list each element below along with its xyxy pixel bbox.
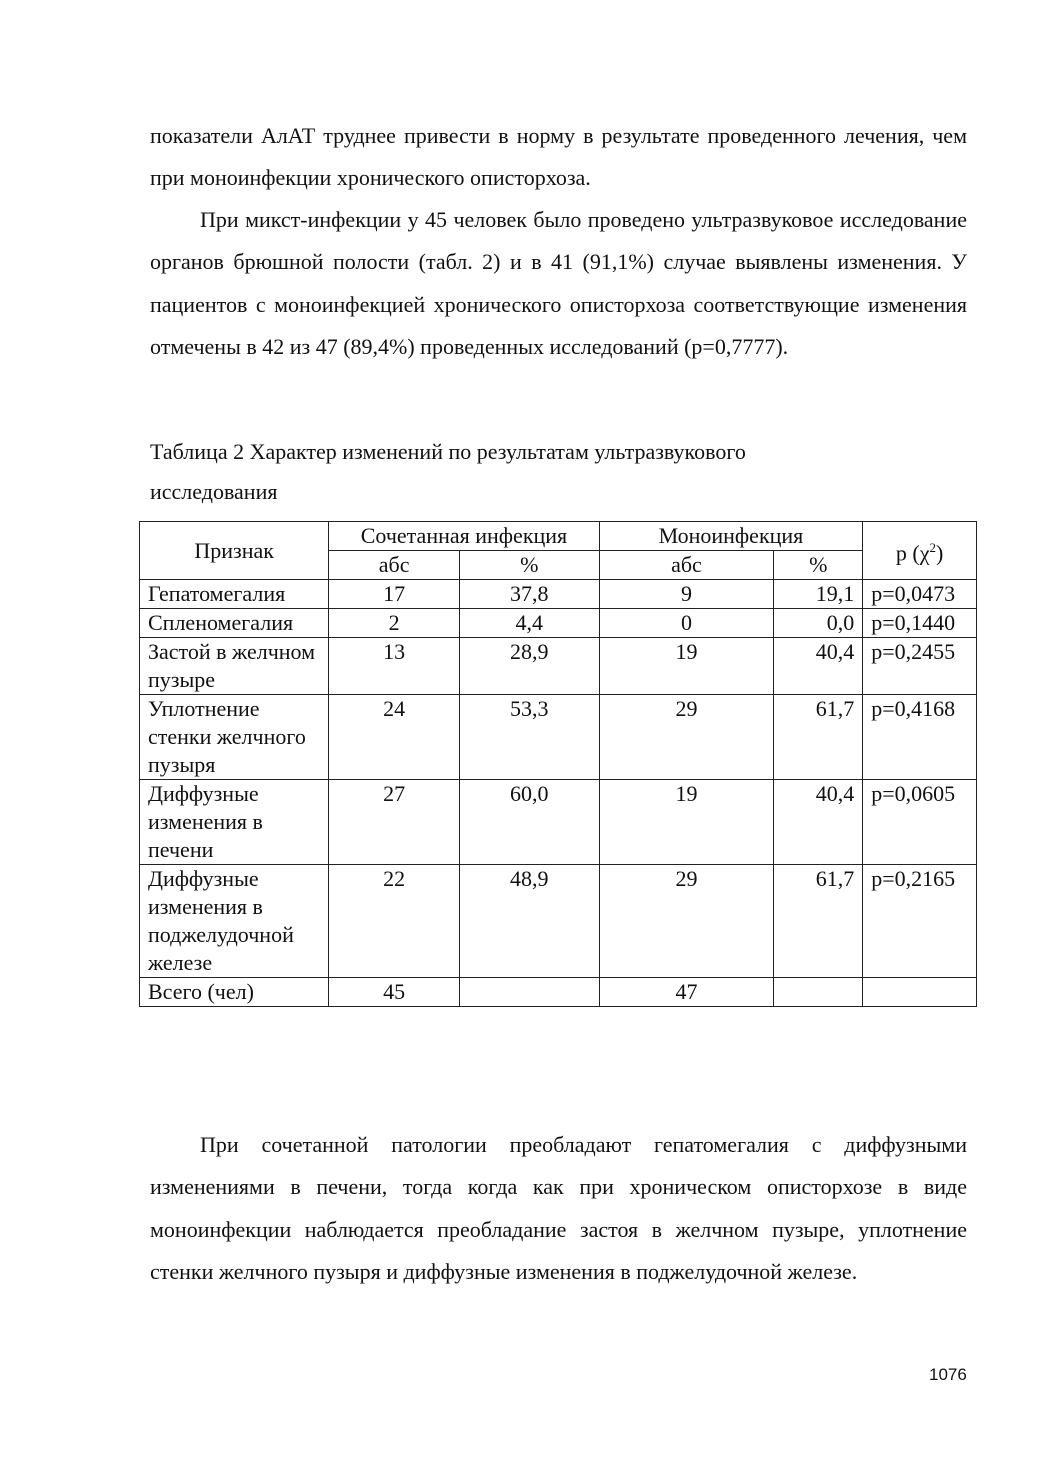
table-row: [140, 780, 977, 865]
table-row: [140, 695, 977, 780]
cell-p-value: р=0,2165: [863, 865, 977, 978]
cell-abs-combined: 27: [329, 780, 460, 865]
cell-abs-mono: 29: [599, 695, 774, 780]
table-header-row: [140, 522, 977, 551]
header-combined-infection: Сочетанная инфекция: [329, 522, 599, 551]
table-row: [140, 580, 977, 609]
table-row: [140, 609, 977, 638]
subheader-pct-mono: %: [774, 551, 863, 580]
header-p-chi2: [863, 522, 977, 580]
paragraph-ultrasound: При микст-инфекции у 45 человек было проведено ультразвуковое исследование органов брюшной полости (табл. 2) и в 41 (91,1%) случае выявлены изменения. У пациентов с моноинфекцией хронического описторхоза соответствующие изменения отмечены в 42 из 47 (89,4%) проведенных исследований (р=0,7777).: [150, 207, 967, 359]
cell-p-value: [863, 978, 977, 1007]
cell-p-value: р=0,1440: [863, 609, 977, 638]
header-p-suffix: ): [936, 540, 944, 566]
cell-p-value: р=0,4168: [863, 695, 977, 780]
cell-abs-combined: 2: [329, 609, 460, 638]
table-row: [140, 638, 977, 695]
row-label: Спленомегалия: [140, 609, 329, 638]
cell-abs-mono: 0: [599, 609, 774, 638]
page-number: 1076: [929, 1365, 967, 1384]
table-total-row: [140, 978, 977, 1007]
header-p-prefix: р (χ: [895, 540, 930, 566]
cell-pct-combined: 28,9: [459, 638, 599, 695]
cell-abs-mono: 9: [599, 580, 774, 609]
header-p-superscript: 2: [929, 539, 937, 555]
row-label: Уплотнение стенки желчного пузыря: [140, 695, 329, 780]
cell-pct-combined: 48,9: [459, 865, 599, 978]
cell-pct-mono: 40,4: [774, 638, 863, 695]
cell-pct-mono: 19,1: [774, 580, 863, 609]
cell-abs-mono: 19: [599, 638, 774, 695]
cell-pct-combined: [459, 978, 599, 1007]
cell-pct-mono: 61,7: [774, 865, 863, 978]
ultrasound-table: [139, 521, 977, 1007]
subheader-pct-combined: %: [459, 551, 599, 580]
cell-pct-combined: 53,3: [459, 695, 599, 780]
subheader-abs-mono: абс: [599, 551, 774, 580]
cell-abs-combined: 17: [329, 580, 460, 609]
cell-p-value: р=0,0605: [863, 780, 977, 865]
cell-pct-combined: 4,4: [459, 609, 599, 638]
cell-pct-mono: [774, 978, 863, 1007]
cell-p-value: р=0,2455: [863, 638, 977, 695]
subheader-abs-combined: абс: [329, 551, 460, 580]
cell-abs-combined: 22: [329, 865, 460, 978]
cell-pct-mono: 61,7: [774, 695, 863, 780]
cell-pct-mono: 40,4: [774, 780, 863, 865]
paragraph-alat: показатели АлАТ труднее привести в норму в результате проведенного лечения, чем при моноинфекции хронического описторхоза.: [150, 123, 967, 191]
header-sign: Признак: [140, 522, 329, 580]
header-monoinfection: Моноинфекция: [599, 522, 863, 551]
cell-p-value: р=0,0473: [863, 580, 977, 609]
row-label: Диффузные изменения в печени: [140, 780, 329, 865]
table-caption: Таблица 2 Характер изменений по результатам ультразвукового исследования: [150, 439, 746, 504]
cell-abs-mono: 19: [599, 780, 774, 865]
cell-abs-combined: 13: [329, 638, 460, 695]
cell-abs-mono: 47: [599, 978, 774, 1007]
row-label: Застой в желчном пузыре: [140, 638, 329, 695]
row-label: Гепатомегалия: [140, 580, 329, 609]
cell-abs-combined: 24: [329, 695, 460, 780]
paragraph-conclusion: При сочетанной патологии преобладают гепатомегалия с диффузными изменениями в печени, тогда когда как при хроническом описторхозе в виде моноинфекции наблюдается преобладание застоя в желчном пузыре, уплотнение стенки желчного пузыря и диффузные изменения в поджелудочной железе.: [150, 1132, 967, 1284]
cell-abs-mono: 29: [599, 865, 774, 978]
cell-abs-combined: 45: [329, 978, 460, 1007]
cell-pct-combined: 37,8: [459, 580, 599, 609]
cell-pct-combined: 60,0: [459, 780, 599, 865]
row-label: Диффузные изменения в поджелудочной железе: [140, 865, 329, 978]
row-label: Всего (чел): [140, 978, 329, 1007]
cell-pct-mono: 0,0: [774, 609, 863, 638]
table-row: [140, 865, 977, 978]
